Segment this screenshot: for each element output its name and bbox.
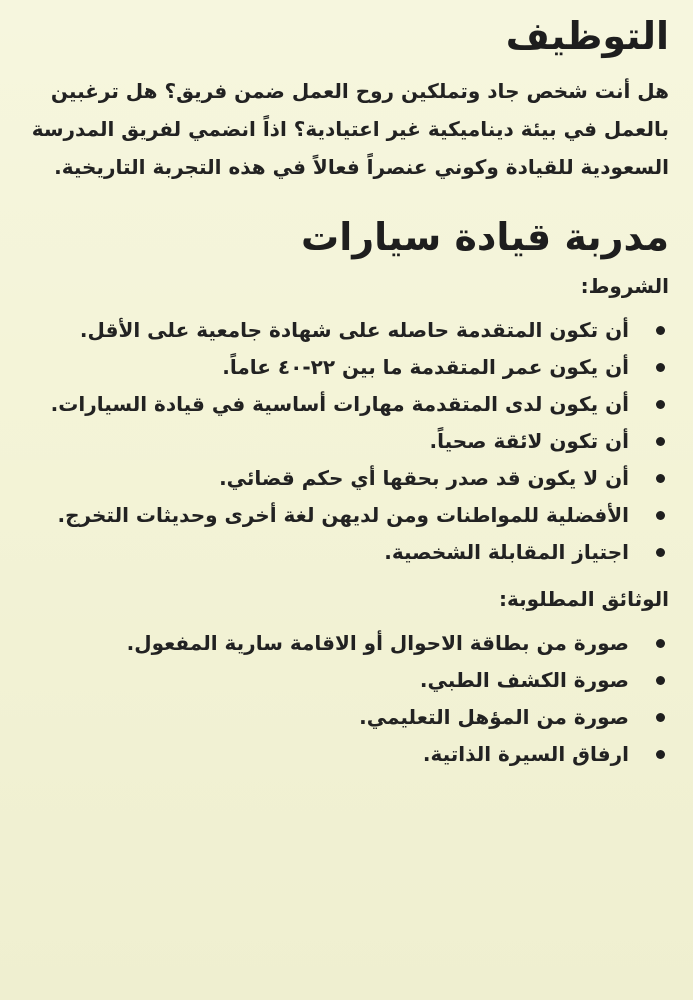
page-title: التوظيف xyxy=(505,14,669,58)
bullet-icon xyxy=(656,400,665,409)
bullet-icon xyxy=(656,437,665,446)
job-title: مدربة قيادة سيارات xyxy=(301,215,669,259)
bullet-icon xyxy=(656,548,665,557)
condition-item xyxy=(18,349,669,386)
bullet-icon xyxy=(656,750,665,759)
document-text: صورة من المؤهل التعليمي. xyxy=(359,705,629,729)
bullet-icon xyxy=(656,326,665,335)
document-item xyxy=(18,625,669,662)
condition-text: أن يكون عمر المتقدمة ما بين ٢٢-٤٠ عاماً. xyxy=(222,355,629,379)
intro-paragraph: هل أنت شخص جاد وتملكين روح العمل ضمن فريق؟ هل ترغبين بالعمل في بيئة ديناميكية غير اعتيادية؟ اذاً انضمي لفريق المدرسة السعودية للقيادة وكوني عنصراً فعالاً في هذه التجربة التاريخية. xyxy=(31,79,669,179)
bullet-icon xyxy=(656,676,665,685)
document-text: ارفاق السيرة الذاتية. xyxy=(422,742,629,766)
document-item xyxy=(18,736,669,773)
condition-text: أن تكون لائقة صحياً. xyxy=(429,429,629,453)
condition-text: أن تكون المتقدمة حاصله على شهادة جامعية على الأقل. xyxy=(79,318,629,342)
bullet-icon xyxy=(656,713,665,722)
documents-label: الوثائق المطلوبة: xyxy=(498,587,669,611)
condition-item xyxy=(18,534,669,571)
document-item xyxy=(18,662,669,699)
condition-item xyxy=(18,460,669,497)
condition-text: أن يكون لدى المتقدمة مهارات أساسية في قيادة السيارات. xyxy=(50,392,629,416)
conditions-label: الشروط: xyxy=(580,274,669,298)
condition-text: أن لا يكون قد صدر بحقها أي حكم قضائي. xyxy=(219,466,629,490)
bullet-icon xyxy=(656,474,665,483)
condition-item xyxy=(18,312,669,349)
condition-text: اجتياز المقابلة الشخصية. xyxy=(384,540,629,564)
condition-item xyxy=(18,386,669,423)
bullet-icon xyxy=(656,511,665,520)
conditions-list xyxy=(18,312,669,571)
condition-item xyxy=(18,423,669,460)
document-text: صورة من بطاقة الاحوال أو الاقامة سارية المفعول. xyxy=(126,631,629,655)
bullet-icon xyxy=(656,363,665,372)
documents-list xyxy=(18,625,669,773)
condition-text: الأفضلية للمواطنات ومن لديهن لغة أخرى وحديثات التخرج. xyxy=(57,503,629,527)
document-text: صورة الكشف الطبي. xyxy=(419,668,629,692)
bullet-icon xyxy=(656,639,665,648)
condition-item xyxy=(18,497,669,534)
document-item xyxy=(18,699,669,736)
